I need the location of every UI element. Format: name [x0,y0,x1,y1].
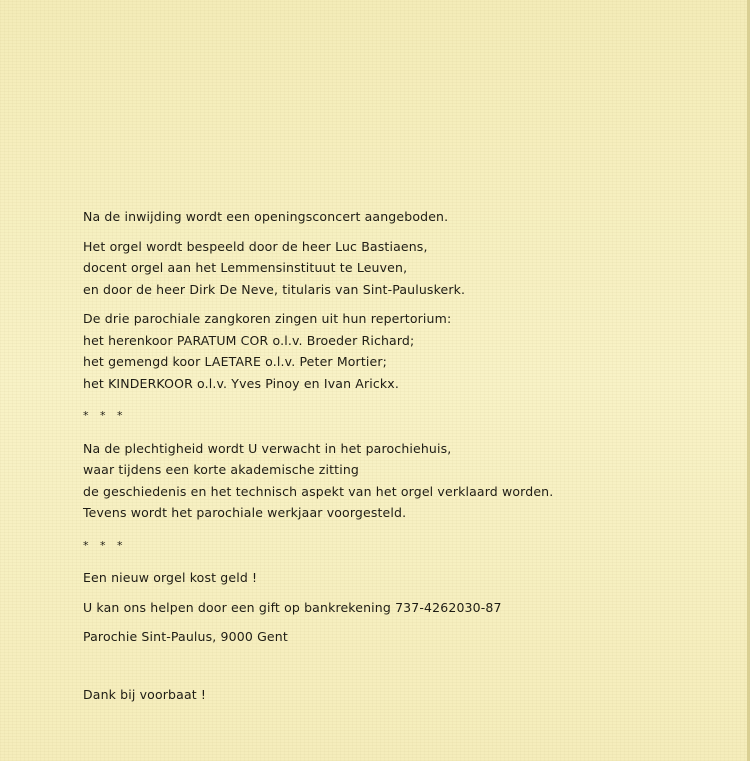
text-line: Tevens wordt het parochiale werkjaar voorgesteld. [83,505,407,520]
text-line: het herenkoor PARATUM COR o.l.v. Broeder Richard; [83,332,415,348]
text-line: Na de plechtigheid wordt U verwacht in het parochiehuis, [83,440,452,456]
reception-paragraph [83,438,723,524]
text-line: docent orgel aan het Lemmensinstituut te Leuven, [83,260,408,275]
text-line: De drie parochiale zangkoren zingen uit hun repertorium: [83,311,452,326]
intro-paragraph [83,206,723,228]
bank-account-line: U kan ons helpen door een gift op bankrekening 737-4262030-87 [83,599,502,615]
organ-paragraph [83,236,723,301]
text-line: waar tijdens een korte akademische zitting [83,462,360,477]
cost-line: Een nieuw orgel kost geld ! [83,570,258,585]
separator-stars: * * * [83,409,127,422]
text-line: het KINDERKOOR o.l.v. Yves Pinoy en Ivan Arickx. [83,375,399,391]
thanks-line: Dank bij voorbaat ! [83,686,207,702]
separator-stars: * * * [83,538,127,552]
document-body [83,206,723,705]
text-line: Na de inwijding wordt een openingsconcert aangeboden. [83,209,449,224]
text-line: het gemengd koor LAETARE o.l.v. Peter Mortier; [83,354,388,369]
choirs-paragraph [83,308,723,394]
text-line: de geschiedenis en het technisch aspekt van het orgel verklaard worden. [83,483,554,499]
address-line: Parochie Sint-Paulus, 9000 Gent [83,629,288,644]
text-line: en door de heer Dirk De Neve, titularis van Sint-Pauluskerk. [83,281,466,297]
text-line: Het orgel wordt bespeeld door de heer Luc Bastiaens, [83,238,428,254]
